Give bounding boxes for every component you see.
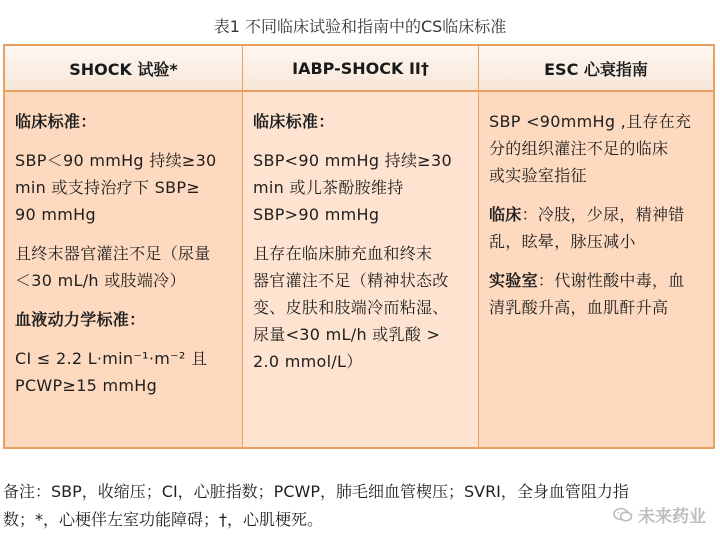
text-line: SBP <90mmHg ,且存在充	[489, 112, 692, 131]
table-footnote	[3, 478, 715, 534]
criteria-table	[3, 44, 715, 449]
text-line: 且终末器官灌注不足（尿量	[15, 244, 211, 263]
header-esc-guideline: ESC 心衰指南	[544, 59, 648, 79]
text-line: SBP<90 mmHg 持续≥30	[253, 151, 452, 170]
footnote-line: 备注：SBP，收缩压；CI，心脏指数；PCWP，肺毛细血管楔压；SVRI，全身血管阻力指	[3, 482, 629, 501]
hemodynamic-criteria-heading: 血液动力学标准：	[15, 310, 146, 329]
text-line: min 或支持治疗下 SBP≥	[15, 178, 201, 197]
text-line: 90 mmHg	[15, 205, 96, 224]
table-body-row	[5, 92, 713, 447]
text-line: 变、皮肤和肢端冷而粘湿、	[253, 298, 449, 317]
text-line: 且存在临床肺充血和终末	[253, 244, 433, 263]
footnote-line: 数；*，心梗伴左室功能障碍；†，心肌梗死。	[3, 510, 324, 529]
text-line: PCWP≥15 mmHg	[15, 376, 158, 395]
table-header-row	[5, 46, 713, 92]
header-shock-trial: SHOCK 试验*	[5, 46, 243, 90]
text-line: 2.0 mmol/L）	[253, 352, 363, 371]
lab-signs-text: ：代谢性酸中毒，血	[537, 271, 685, 290]
text-line: ＜30 mL/h 或肢端冷）	[15, 271, 186, 290]
clinical-criteria-heading: 临床标准：	[15, 112, 97, 131]
text-line: SBP＜90 mmHg 持续≥30	[15, 151, 217, 170]
text-line: SBP>90 mmHg	[253, 205, 380, 224]
text-line: 清乳酸升高，血肌酐升高	[489, 298, 669, 317]
clinical-criteria-heading: 临床标准：	[253, 112, 335, 131]
cell-esc-criteria	[479, 92, 713, 447]
header-iabp-shock: IABP-SHOCK II†	[243, 46, 479, 90]
table-caption: 表1 不同临床试验和指南中的CS临床标准	[213, 17, 507, 36]
wechat-icon	[613, 507, 633, 523]
clinical-label: 临床	[489, 205, 522, 224]
clinical-signs-text: ：冷肢，少尿，精神错	[521, 205, 685, 224]
cell-shock-criteria	[5, 92, 243, 447]
text-line: 乱，眩晕，脉压减小	[489, 232, 636, 251]
text-line: 分的组织灌注不足的临床	[489, 139, 669, 158]
text-line: min 或儿茶酚胺维持	[253, 178, 404, 197]
cell-iabp-criteria	[243, 92, 479, 447]
text-line: 器官灌注不足（精神状态改	[253, 271, 449, 290]
lab-signs-line	[489, 267, 705, 294]
lab-label: 实验室	[489, 271, 538, 290]
text-line: 或实验室指征	[489, 166, 587, 185]
text-line: CI ≤ 2.2 L·min⁻¹·m⁻² 且	[15, 349, 208, 368]
clinical-signs-line	[489, 201, 705, 228]
watermark-text: 未来药业	[638, 507, 706, 527]
text-line: 尿量<30 mL/h 或乳酸 >	[253, 325, 441, 344]
watermark	[613, 502, 706, 527]
